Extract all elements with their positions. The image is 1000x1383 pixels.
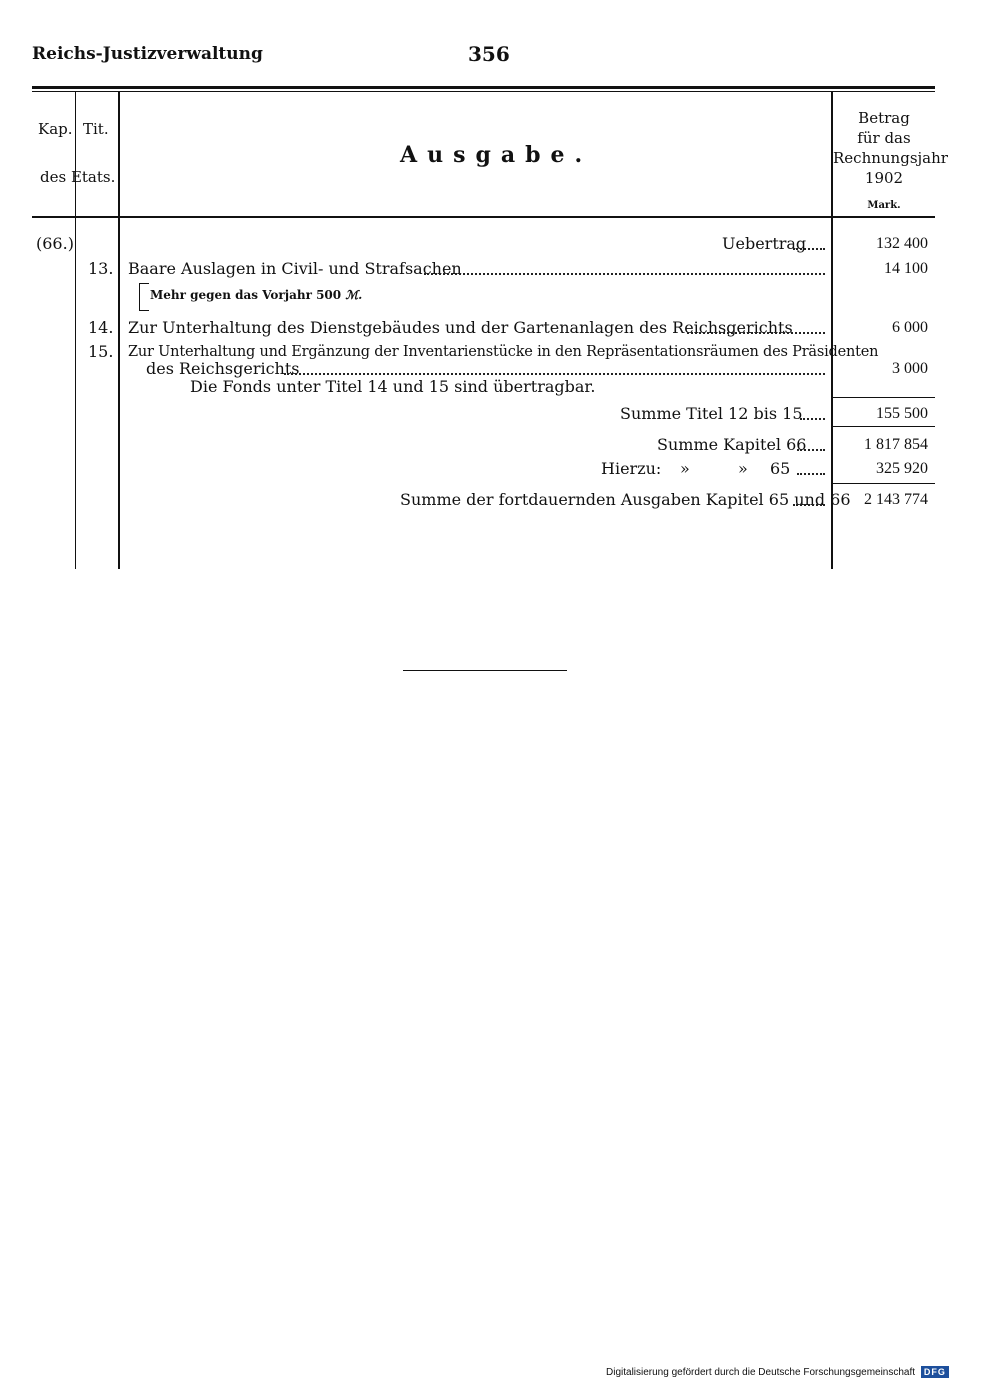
header-rule (32, 216, 935, 218)
leader-dots (793, 492, 825, 506)
row-14-amount: 6 000 (892, 319, 928, 336)
note-bracket (139, 283, 149, 311)
hierzu-label: Hierzu: (601, 459, 662, 478)
summe-titel-amount: 155 500 (876, 405, 928, 422)
sum-rule (833, 397, 935, 398)
note-13-text: Mehr gegen das Vorjahr 500 (150, 288, 342, 302)
summe-kapitel-amount: 1 817 854 (864, 436, 928, 453)
head-title: Ausgabe. (400, 142, 593, 168)
ditto-mark: » (680, 459, 690, 478)
fonds-note: Die Fonds unter Titel 14 und 15 sind übertragbar. (190, 377, 596, 396)
col-divider-kap (75, 91, 76, 569)
leader-dots (284, 361, 825, 375)
leader-dots (797, 461, 825, 475)
summe-titel-label: Summe Titel 12 bis 15 (620, 404, 803, 423)
head-tit: Tit. (83, 120, 109, 138)
row-13-amount: 14 100 (884, 260, 928, 277)
head-des-etats: des Etats. (40, 168, 116, 186)
row-15-amount: 3 000 (892, 360, 928, 377)
footer-text: Digitalisierung gefördert durch die Deutsche Forschungsgemeinschaft (606, 1367, 916, 1378)
footer-credit (606, 1366, 949, 1378)
ditto-mark: » (738, 459, 748, 478)
row-13-text: Baare Auslagen in Civil- und Strafsachen (128, 259, 462, 278)
uebertrag-amount: 132 400 (876, 235, 928, 252)
row-14-tit: 14. (88, 318, 114, 337)
row-15-line2: des Reichsgerichts (146, 359, 300, 378)
summe-kapitel-label: Summe Kapitel 66 (657, 435, 807, 454)
row-13-tit: 13. (88, 259, 114, 278)
leader-dots (797, 437, 825, 451)
head-amount-2: für das (857, 129, 911, 147)
row-15-tit: 15. (88, 342, 114, 361)
head-kap: Kap. (38, 120, 73, 138)
row-15-line1: Zur Unterhaltung und Ergänzung der Inventarienstücke in den Repräsentationsräumen des Präsidenten (128, 344, 879, 360)
closing-rule (403, 670, 567, 671)
summe-total-label: Summe der fortdauernden Ausgaben Kapitel 65 und 66 (400, 490, 851, 509)
head-amount-1: Betrag (858, 109, 910, 127)
mark-unit: ℳ. (345, 288, 363, 302)
sum-rule (833, 426, 935, 427)
running-title: Reichs-Justizverwaltung (32, 44, 263, 64)
top-rule (32, 86, 935, 89)
head-amount-3: Rechnungsjahr (833, 149, 948, 167)
leader-dots (424, 261, 825, 275)
dfg-logo: DFG (921, 1366, 949, 1378)
page-number: 356 (468, 42, 510, 66)
leader-dots (800, 406, 825, 420)
summe-total-amount: 2 143 774 (864, 491, 928, 508)
uebertrag-label: Uebertrag (722, 234, 807, 253)
sum-rule (833, 483, 935, 484)
leader-dots (793, 236, 825, 250)
hierzu-kapitel: 65 (770, 459, 791, 478)
top-rule-thin (32, 91, 935, 92)
hierzu-amount: 325 920 (876, 460, 928, 477)
col-divider-tit (118, 91, 120, 569)
row-kap-number: (66.) (36, 234, 74, 253)
row-14-text: Zur Unterhaltung des Dienstgebäudes und der Gartenanlagen des Reichsgerichts (128, 318, 793, 337)
leader-dots (687, 320, 825, 334)
note-13 (150, 288, 362, 302)
head-unit: Mark. (867, 200, 901, 211)
head-amount-4: 1902 (864, 169, 904, 187)
